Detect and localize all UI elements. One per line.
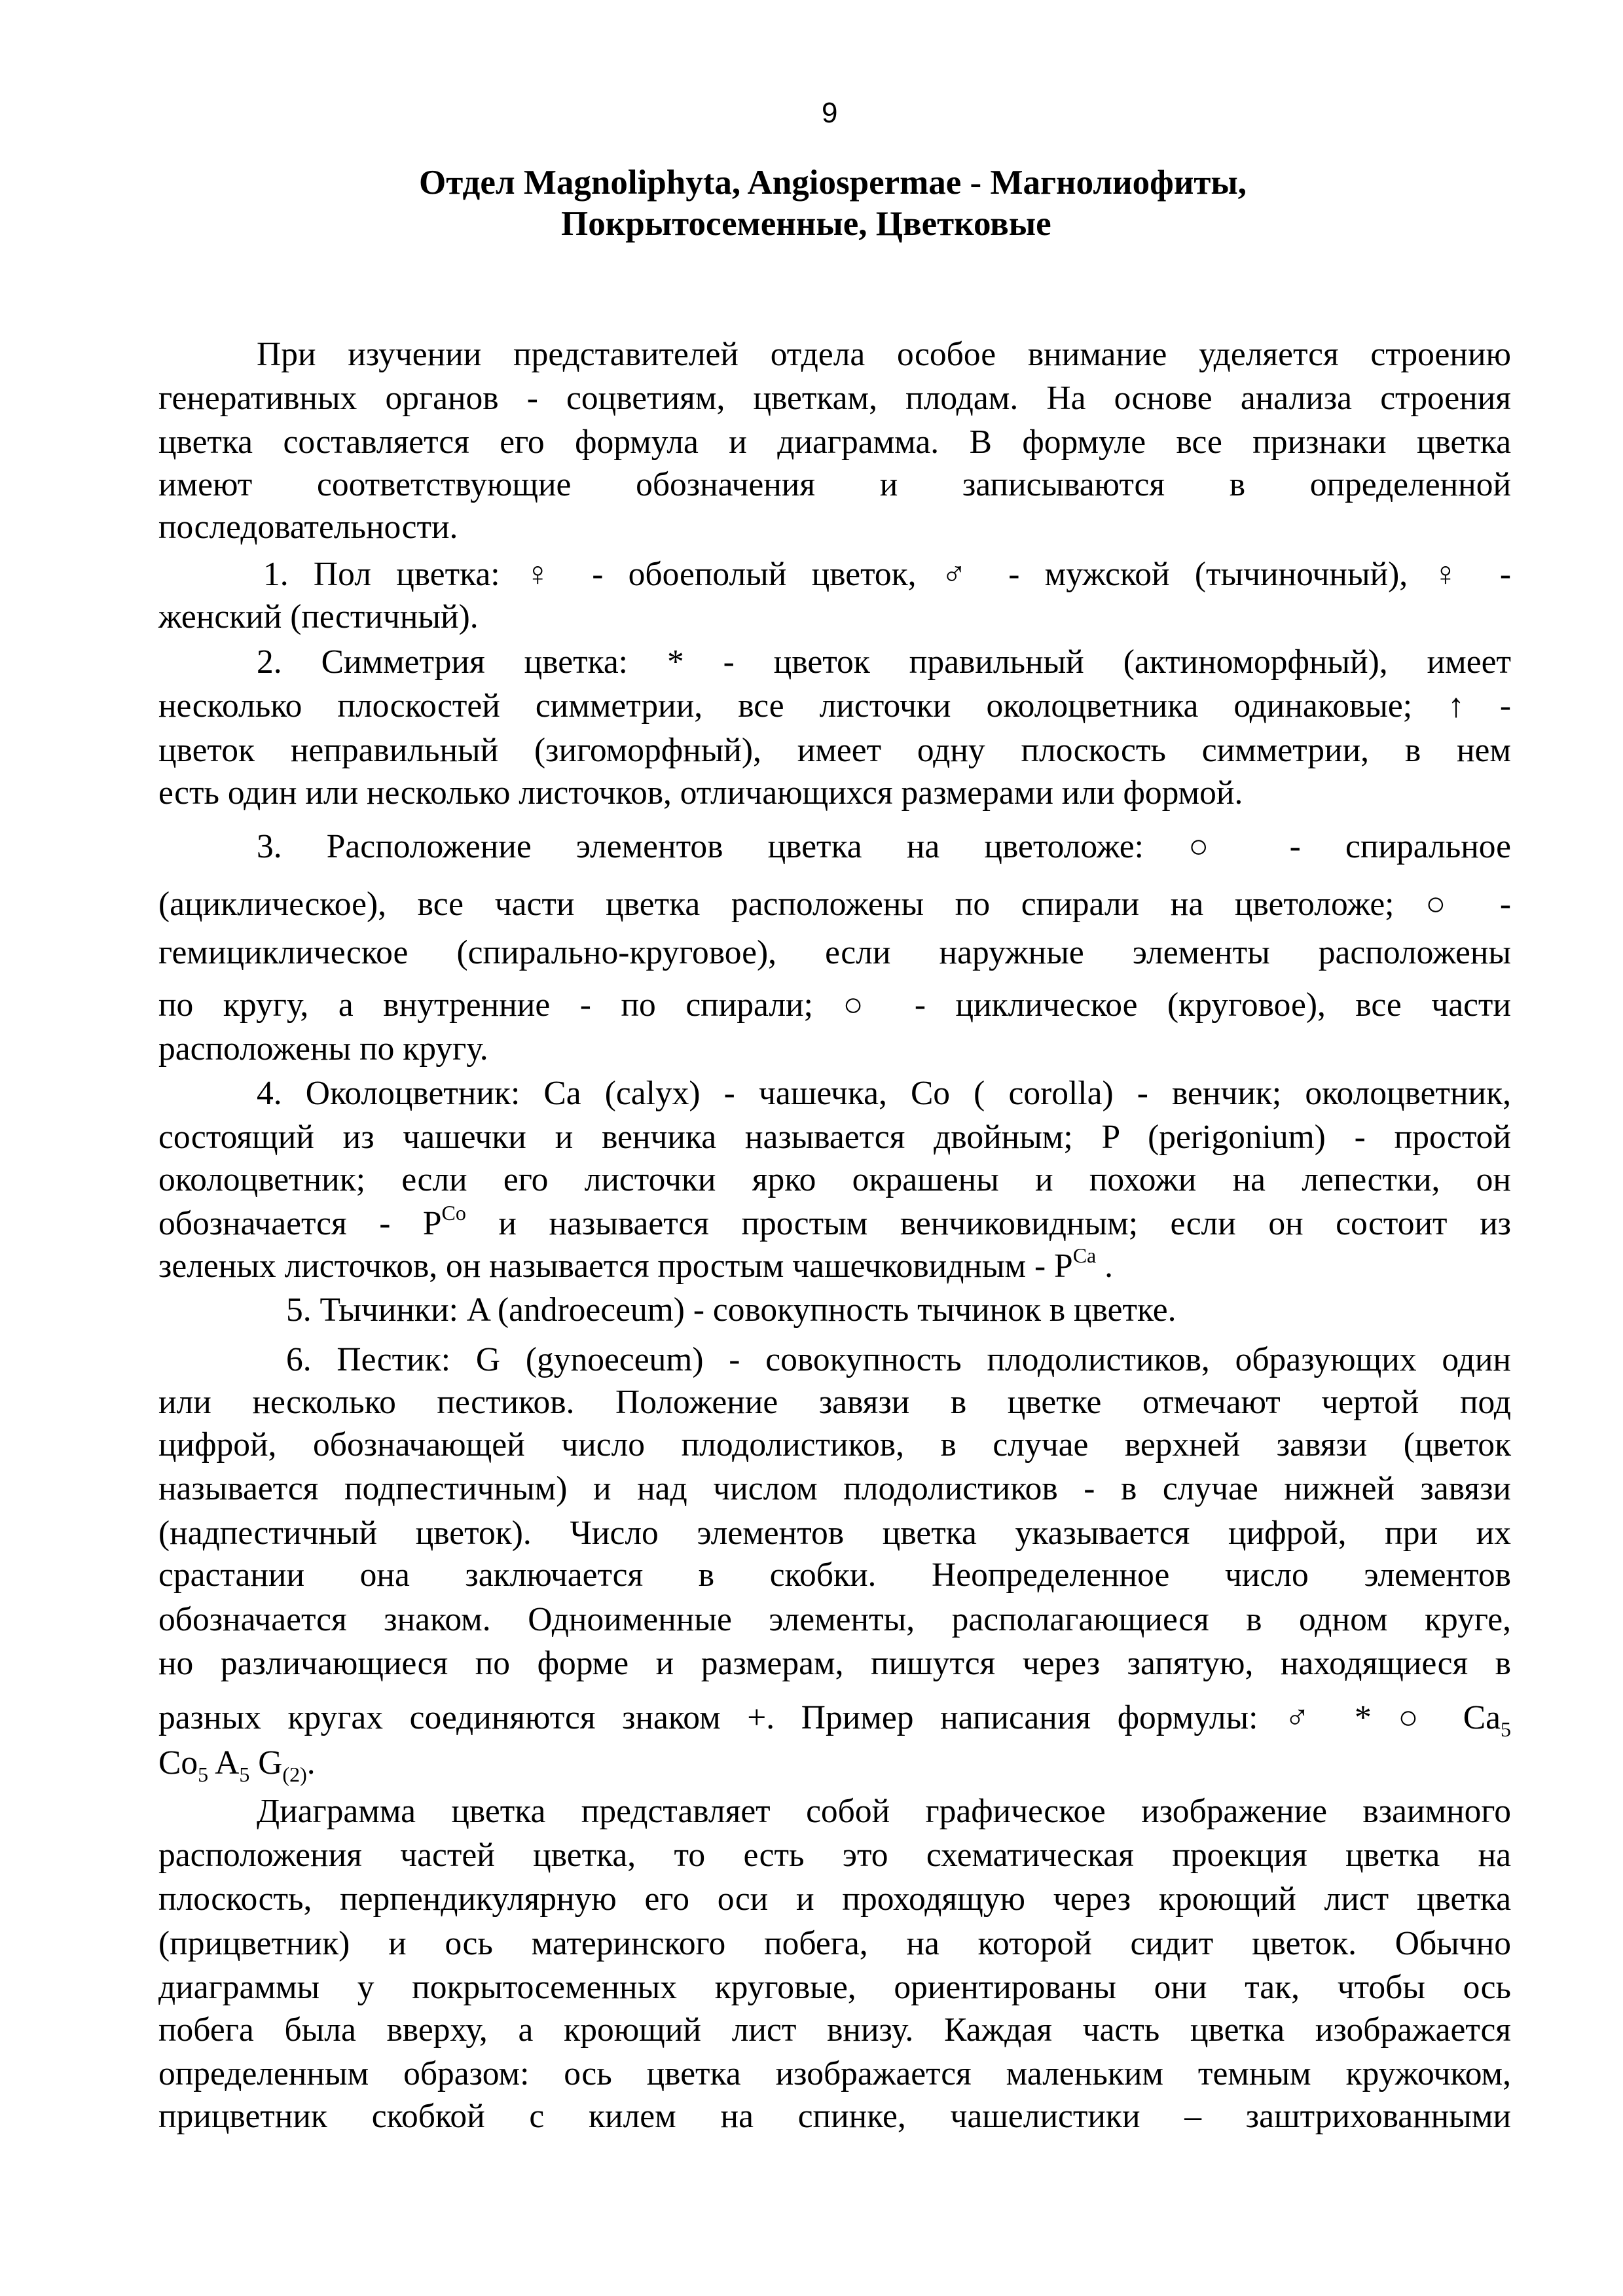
text-line — [158, 1696, 1511, 1740]
text-line: При изучении представителей отдела особое внимание уделяется строению — [257, 335, 1511, 373]
text-line: расположены по кругу. — [158, 1030, 488, 1068]
text-segment: разных кругах соединяются знаком +. Пример написания формулы: ♂ * ○ Ca — [158, 1698, 1501, 1736]
text-line: несколько плоскостей симметрии, все листочки околоцветника одинаковые; ↑ - — [158, 687, 1511, 725]
text-line: имеют соответствующие обозначения и записываются в определенной — [158, 466, 1511, 504]
text-line: последовательности. — [158, 509, 458, 547]
text-line: плоскость, перпендикулярную его оси и проходящую через кроющий лист цветка — [158, 1880, 1511, 1918]
section-title-line-1: Отдел Magnoliphyta, Angiospermae - Магнолиофиты, — [419, 164, 1247, 202]
subscript: 5 — [239, 1763, 250, 1787]
text-line: 1. Пол цветка: ♀ - обоеполый цветок, ♂ - мужской (тычиночный), ♀ - — [263, 555, 1511, 593]
text-line: (прицветник) и ось материнского побега, на которой сидит цветок. Обычно — [158, 1924, 1511, 1962]
text-line: по кругу, а внутренние - по спирали; ○ - циклическое (круговое), все части — [158, 986, 1511, 1024]
text-line: женский (пестичный). — [158, 598, 479, 636]
superscript: Ca — [1072, 1243, 1097, 1267]
text-line: побега была вверху, а кроющий лист внизу. Каждая часть цветка изображается — [158, 2011, 1511, 2049]
text-line: определенным образом: ось цветка изображается маленьким темным кружочком, — [158, 2054, 1511, 2092]
text-line: околоцветник; если его листочки ярко окрашены и похожи на лепестки, он — [158, 1160, 1511, 1198]
text-line: состоящий из чашечки и венчика называется двойным; P (perigonium) - простой — [158, 1118, 1511, 1156]
text-line — [158, 1244, 1511, 1289]
text-line: 5. Тычинки: A (androeceum) - совокупность тычинок в цветке. — [286, 1291, 1176, 1329]
text-line: цифрой, обозначающей число плодолистиков, в случае верхней завязи (цветок — [158, 1426, 1511, 1464]
text-line: (надпестичный цветок). Число элементов цветка указывается цифрой, при их — [158, 1514, 1511, 1552]
text-line: генеративных органов - соцветиям, цветкам, плодам. На основе анализа строения — [158, 380, 1511, 418]
text-line: цветок неправильный (зигоморфный), имеет одну плоскость симметрии, в нем — [158, 731, 1511, 769]
text-line: но различающиеся по форме и размерам, пишутся через запятую, находящиеся в — [158, 1644, 1511, 1682]
text-line: расположения частей цветка, то есть это схематическая проекция цветка на — [158, 1837, 1511, 1874]
text-segment: A — [208, 1744, 240, 1782]
text-line: 4. Околоцветник: Ca (calyx) - чашечка, Co ( corolla) - венчик; околоцветник, — [257, 1074, 1511, 1112]
text-segment: зеленых листочков, он называется простым чашечковидным - P — [158, 1247, 1073, 1285]
subscript: 5 — [1501, 1717, 1511, 1741]
text-segment: обозначается - P — [158, 1204, 442, 1242]
text-segment: . — [1096, 1247, 1113, 1285]
text-line: или несколько пестиков. Положение завязи в цветке отмечают чертой под — [158, 1384, 1511, 1422]
subscript: (2) — [282, 1763, 307, 1787]
text-line: гемициклическое (спирально-круговое), если наружные элементы расположены — [158, 933, 1511, 971]
text-line: называется подпестичным) и над числом плодолистиков - в случае нижней завязи — [158, 1470, 1511, 1508]
text-line — [158, 1202, 1511, 1246]
text-line: 2. Симметрия цветка: * - цветок правильный (актиноморфный), имеет — [257, 643, 1511, 681]
superscript: Co — [441, 1200, 466, 1225]
text-segment: Co — [158, 1744, 198, 1782]
text-line: (ациклическое), все части цветка расположены по спирали на цветоложе; ○ - — [158, 885, 1511, 923]
text-line: 6. Пестик: G (gynoeceum) - совокупность плодолистиков, образующих один — [286, 1341, 1511, 1379]
text-line: 3. Расположение элементов цветка на цветоложе: ○ - спиральное — [257, 828, 1511, 866]
text-line: Диаграмма цветка представляет собой графическое изображение взаимного — [257, 1793, 1511, 1831]
subscript: 5 — [198, 1763, 209, 1787]
text-segment: . — [306, 1744, 316, 1782]
section-title-line-2: Покрытосеменные, Цветковые — [561, 205, 1051, 243]
text-segment: G — [249, 1744, 283, 1782]
text-line — [158, 1741, 1511, 1785]
text-segment: и называется простым венчиковидным; если он состоит из — [465, 1204, 1511, 1242]
text-line: диаграммы у покрытосеменных круговые, ориентированы они так, чтобы ось — [158, 1968, 1511, 2006]
text-line: прицветник скобкой с килем на спинке, чашелистики – заштрихованными — [158, 2097, 1511, 2135]
text-line: срастании она заключается в скобки. Неопределенное число элементов — [158, 1556, 1511, 1594]
page-number: 9 — [822, 97, 838, 129]
text-line: есть один или несколько листочков, отличающихся размерами или формой. — [158, 774, 1243, 812]
text-line: цветка составляется его формула и диаграмма. В формуле все признаки цветка — [158, 423, 1511, 461]
text-line: обозначается знаком. Одноименные элементы, располагающиеся в одном круге, — [158, 1600, 1511, 1638]
